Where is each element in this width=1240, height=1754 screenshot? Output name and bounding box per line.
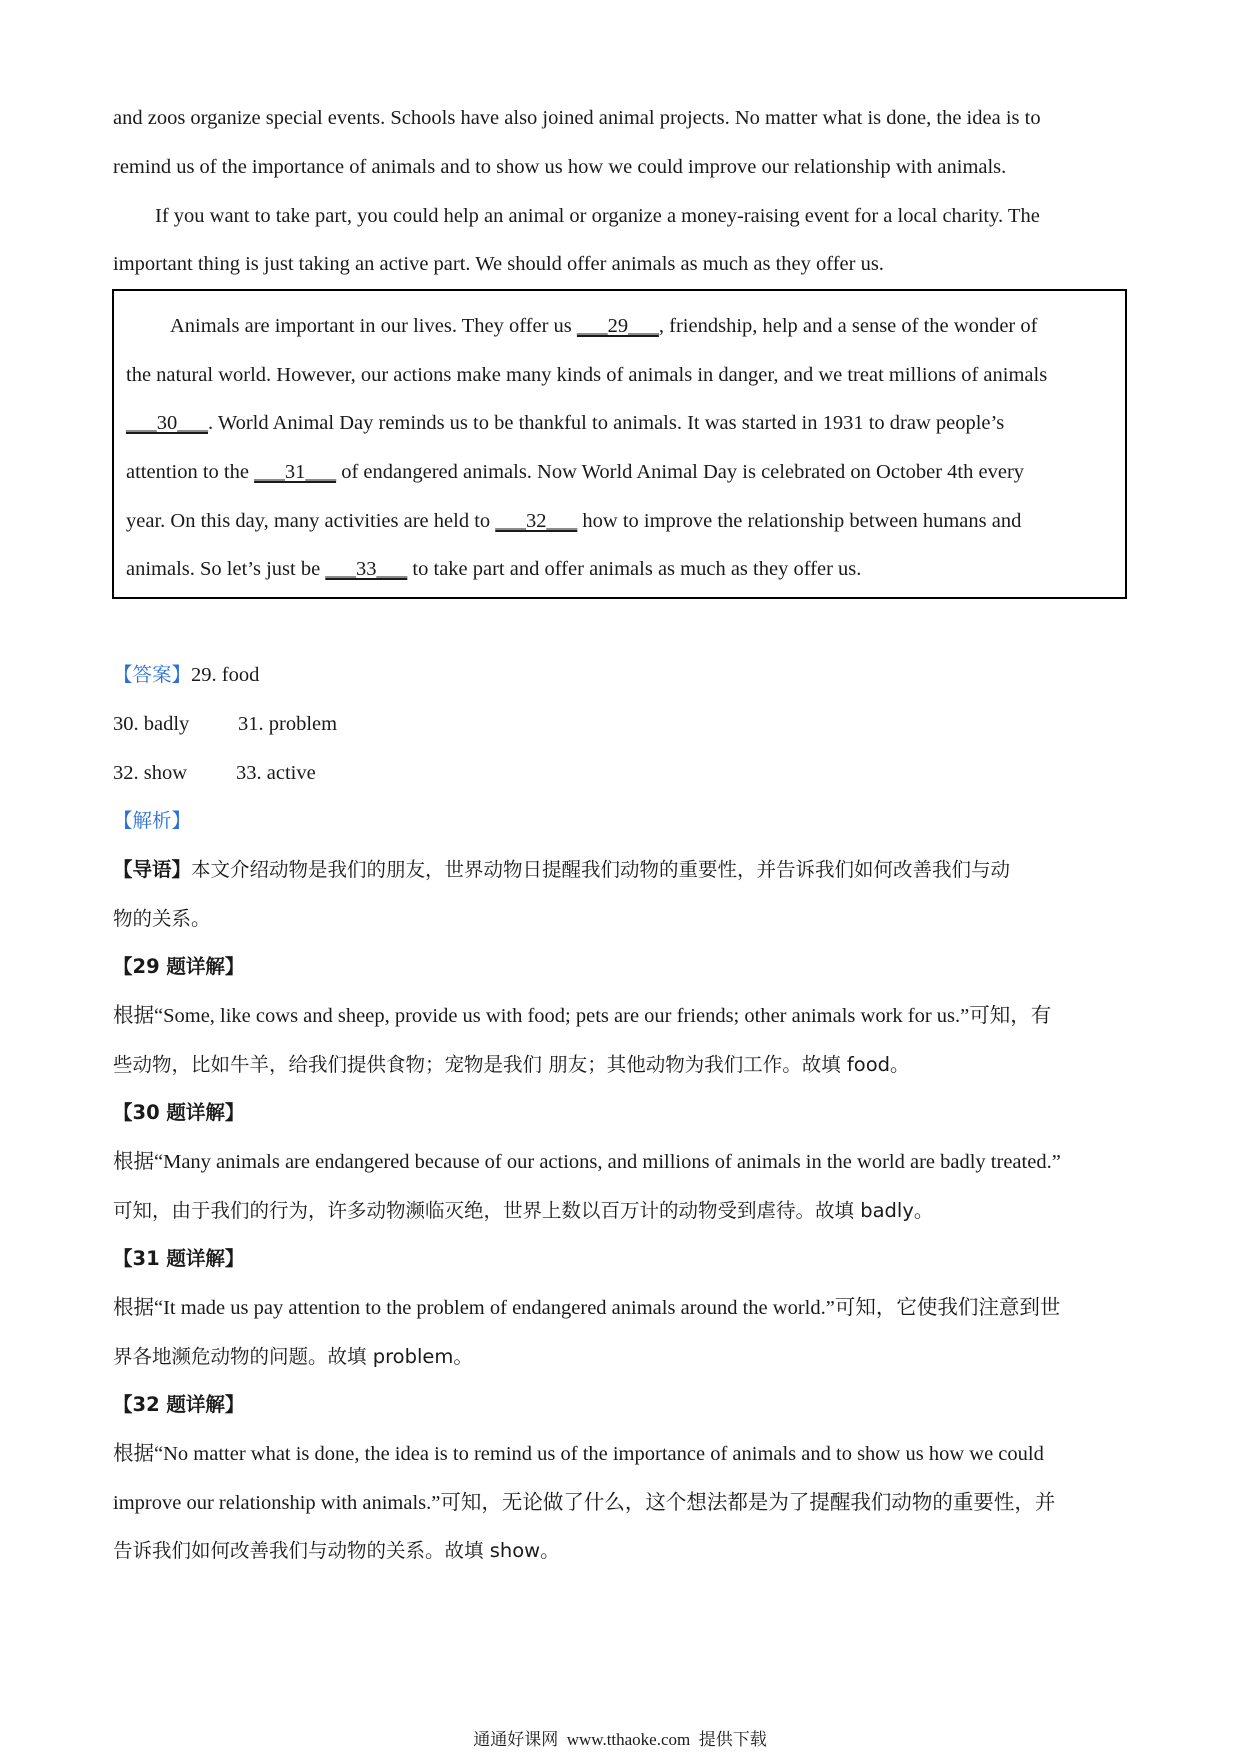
q30-line-1: 根据“Many animals are endangered because of our actions, and millions of animals in the world are badly treated.” bbox=[113, 1151, 1061, 1173]
answer-31: 31. problem bbox=[238, 713, 338, 735]
passage-line-2: remind us of the importance of animals and to show us how we could improve our relationship with animals. bbox=[113, 156, 1007, 178]
passage-line-3: If you want to take part, you could help an animal or organize a money-raising event for a local charity. The bbox=[155, 205, 1040, 227]
q29-line-1: 根据“Some, like cows and sheep, provide us with food; pets are our friends; other animals work for us.”可知，有 bbox=[113, 1005, 1052, 1027]
q31-line-1: 根据“It made us pay attention to the problem of endangered animals around the world.”可知，它使我们注意到世 bbox=[113, 1297, 1061, 1319]
intro-line-1 bbox=[113, 856, 1010, 884]
blank-30: ___30___ bbox=[126, 412, 208, 434]
q30-line-2: 可知，由于我们的行为，许多动物濒临灭绝，世界上数以百万计的动物受到虐待。故填 badly。 bbox=[113, 1199, 934, 1222]
q30-label: 【30 题详解】 bbox=[113, 1101, 245, 1124]
summary-line-1 bbox=[170, 312, 1037, 340]
summary-text: , friendship, help and a sense of the wonder of bbox=[658, 315, 1038, 337]
intro-label: 【导语】 bbox=[113, 858, 192, 881]
answer-32: 32. show bbox=[113, 762, 188, 784]
answer-line-3b bbox=[236, 759, 316, 787]
answer-line-2b bbox=[238, 710, 337, 738]
q31-label: 【31 题详解】 bbox=[113, 1247, 245, 1270]
summary-text: Animals are important in our lives. They offer us bbox=[170, 315, 577, 337]
answer-line-2 bbox=[113, 710, 189, 738]
summary-box bbox=[112, 289, 1127, 599]
blank-32: ___32___ bbox=[495, 510, 578, 532]
passage-line-1: and zoos organize special events. Schools have also joined animal projects. No matter what is done, the idea is to bbox=[113, 107, 1041, 129]
intro-text: 本文介绍动物是我们的朋友，世界动物日提醒我们动物的重要性，并告诉我们如何改善我们与动 bbox=[191, 858, 1011, 881]
summary-line-4 bbox=[126, 458, 1024, 486]
q31-line-2: 界各地濒危动物的问题。故填 problem。 bbox=[113, 1345, 473, 1368]
blank-31: ___31___ bbox=[254, 461, 337, 483]
blank-33: ___33___ bbox=[325, 558, 408, 580]
summary-text: year. On this day, many activities are held to bbox=[126, 510, 496, 532]
analysis-label: 【解析】 bbox=[113, 809, 192, 832]
summary-line-5 bbox=[126, 507, 1021, 535]
q32-line-1: 根据“No matter what is done, the idea is to remind us of the importance of animals and to show us how we could bbox=[113, 1443, 1044, 1465]
passage-line-4: important thing is just taking an active part. We should offer animals as much as they offer us. bbox=[113, 253, 884, 275]
summary-text: of endangered animals. Now World Animal Day is celebrated on October 4th every bbox=[336, 461, 1025, 483]
summary-text: how to improve the relationship between humans and bbox=[577, 510, 1022, 532]
footer-text: 通通好课网 www.tthaoke.com 提供下载 bbox=[473, 1730, 767, 1749]
answer-line-1 bbox=[113, 661, 259, 689]
q32-line-2: improve our relationship with animals.”可知，无论做了什么，这个想法都是为了提醒我们动物的重要性，并 bbox=[113, 1492, 1056, 1514]
q32-label: 【32 题详解】 bbox=[113, 1393, 245, 1416]
intro-line-2: 物的关系。 bbox=[113, 907, 211, 930]
blank-29: ___29___ bbox=[576, 315, 659, 337]
summary-text: to take part and offer animals as much as they offer us. bbox=[407, 558, 862, 580]
answer-33: 33. active bbox=[236, 762, 316, 784]
summary-line-3 bbox=[126, 409, 1004, 437]
q32-line-3: 告诉我们如何改善我们与动物的关系。故填 show。 bbox=[113, 1539, 560, 1562]
answer-line-3 bbox=[113, 759, 187, 787]
summary-text: . World Animal Day reminds us to be thankful to animals. It was started in 1931 to draw people’s bbox=[208, 412, 1005, 434]
summary-line-6 bbox=[126, 555, 861, 583]
answer-29: 29. food bbox=[191, 664, 260, 686]
answer-30: 30. badly bbox=[113, 713, 190, 735]
answer-label: 【答案】 bbox=[113, 663, 192, 686]
summary-line-2: the natural world. However, our actions make many kinds of animals in danger, and we treat millions of animals bbox=[126, 364, 1048, 386]
summary-text: animals. So let’s just be bbox=[126, 558, 326, 580]
q29-line-2: 些动物，比如牛羊，给我们提供食物；宠物是我们 朋友；其他动物为我们工作。故填 food。 bbox=[113, 1053, 910, 1076]
summary-text: attention to the bbox=[126, 461, 255, 483]
q29-label: 【29 题详解】 bbox=[113, 955, 245, 978]
